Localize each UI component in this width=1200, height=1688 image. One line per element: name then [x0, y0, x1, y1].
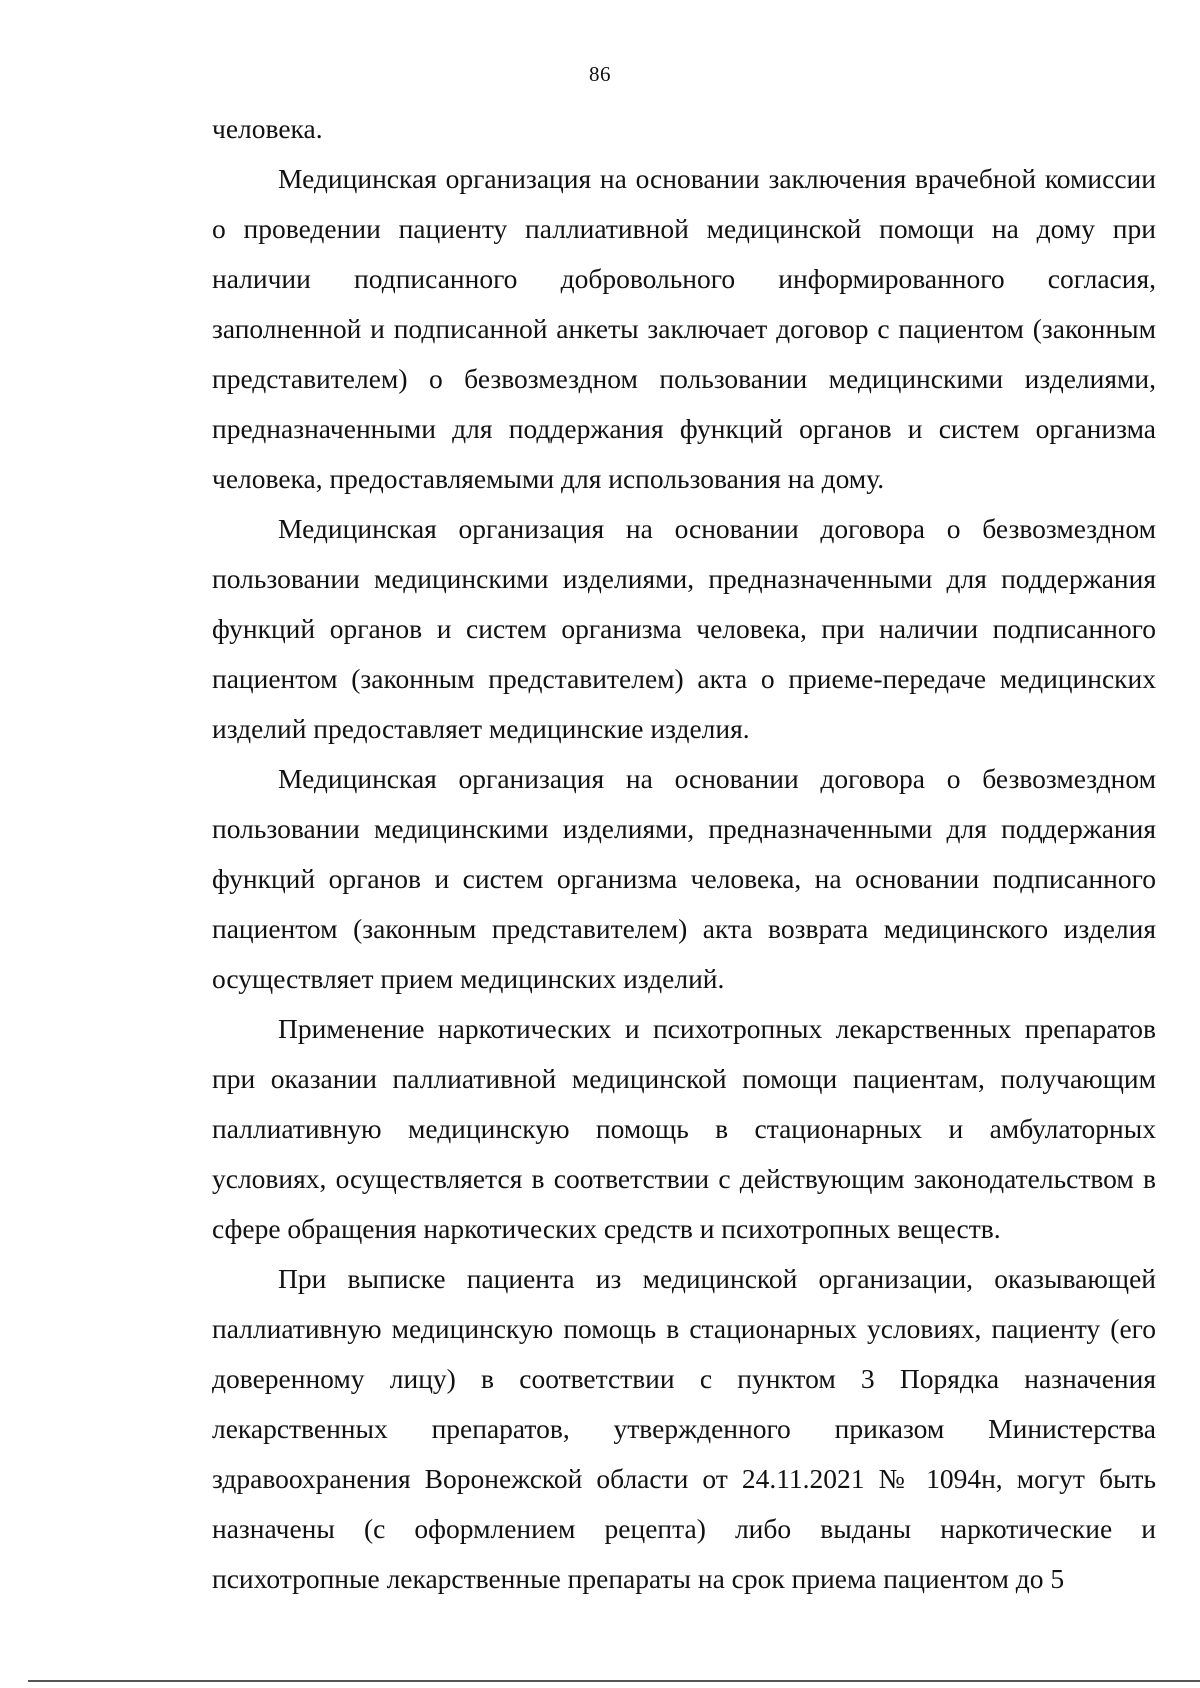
paragraph-device-return: Медицинская организация на основании договора о безвозмездном пользовании медицинскими изделиями, предназначенными для поддержания функций органов и систем организма человека, на основании подписанного пациентом (законным представителем) акта возврата медицинского изделия осуществляет прием медицинских изделий. — [212, 763, 1156, 994]
scan-bottom-edge — [28, 1680, 1200, 1682]
document-body — [212, 104, 1156, 1604]
paragraph-discharge: При выписке пациента из медицинской организации, оказывающей паллиативную медицинскую помощь в стационарных условиях, пациенту (его доверенному лицу) в соответствии с пунктом 3 Порядка назначения лекарственных препаратов, утвержденного приказом Министерства здравоохранения Воронежской области от 24.11.2021 № 1094н, могут быть назначены (с оформлением рецепта) либо выданы наркотические и психотропные лекарственные препараты на срок приема пациентом до 5 — [212, 1263, 1156, 1594]
paragraph-narcotic-use: Применение наркотических и психотропных лекарственных препаратов при оказании паллиативной медицинской помощи пациентам, получающим паллиативную медицинскую помощь в стационарных и амбулаторных условиях, осуществляется в соответствии с действующим законодательством в сфере обращения наркотических средств и психотропных веществ. — [212, 1013, 1156, 1244]
paragraph-continuation: человека. — [212, 113, 323, 144]
paragraph-device-provision: Медицинская организация на основании договора о безвозмездном пользовании медицинскими изделиями, предназначенными для поддержания функций органов и систем организма человека, при наличии подписанного пациентом (законным представителем) акта о приеме-передаче медицинских изделий предоставляет медицинские изделия. — [212, 513, 1156, 744]
paragraph-contract-conclusion: Медицинская организация на основании заключения врачебной комиссии о проведении пациенту паллиативной медицинской помощи на дому при наличии подписанного добровольного информированного согласия, заполненной и подписанной анкеты заключает договор с пациентом (законным представителем) о безвозмездном пользовании медицинскими изделиями, предназначенными для поддержания функций органов и систем организма человека, предоставляемыми для использования на дому. — [212, 163, 1156, 494]
page-number: 86 — [589, 62, 611, 86]
